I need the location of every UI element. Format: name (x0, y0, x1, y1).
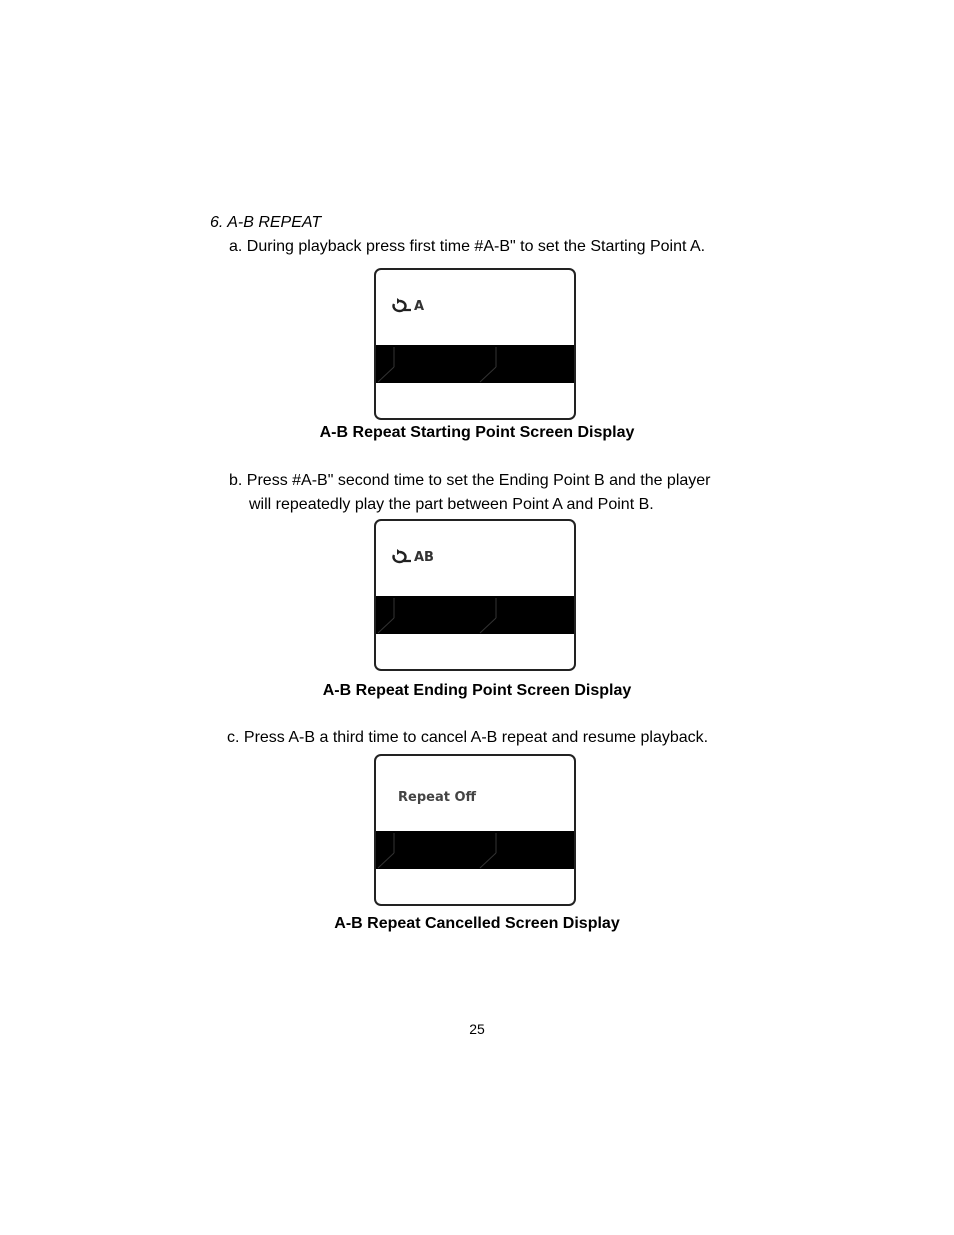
screen-display-c (374, 754, 576, 906)
step-c-text: c. Press A-B a third time to cancel A-B repeat and resume playback. (227, 729, 709, 746)
screen-a-indicator (390, 298, 424, 314)
screen-c-band (376, 831, 574, 869)
caption-c: A-B Repeat Cancelled Screen Display (334, 915, 620, 932)
screen-b-label: AB (414, 549, 434, 565)
caption-a: A-B Repeat Starting Point Screen Display (319, 424, 635, 441)
screen-c-indicator (398, 790, 476, 805)
repeat-icon (390, 298, 412, 314)
section-heading: 6. A-B REPEAT (210, 214, 322, 231)
step-b-line2: will repeatedly play the part between Point A and Point B. (249, 496, 654, 513)
screen-a-band (376, 345, 574, 383)
step-b-line1: b. Press #A-B" second time to set the Ending Point B and the player (229, 472, 711, 489)
screen-c-label: Repeat Off (398, 790, 477, 805)
screen-a-label: A (414, 298, 425, 314)
screen-display-b (374, 519, 576, 671)
screen-b-indicator (390, 549, 434, 565)
repeat-icon (390, 549, 412, 565)
screen-display-a (374, 268, 576, 420)
step-a-text: a. During playback press first time #A-B" to set the Starting Point A. (229, 238, 706, 255)
caption-b: A-B Repeat Ending Point Screen Display (322, 682, 632, 699)
screen-b-band (376, 596, 574, 634)
page-number: 25 (469, 1021, 485, 1037)
